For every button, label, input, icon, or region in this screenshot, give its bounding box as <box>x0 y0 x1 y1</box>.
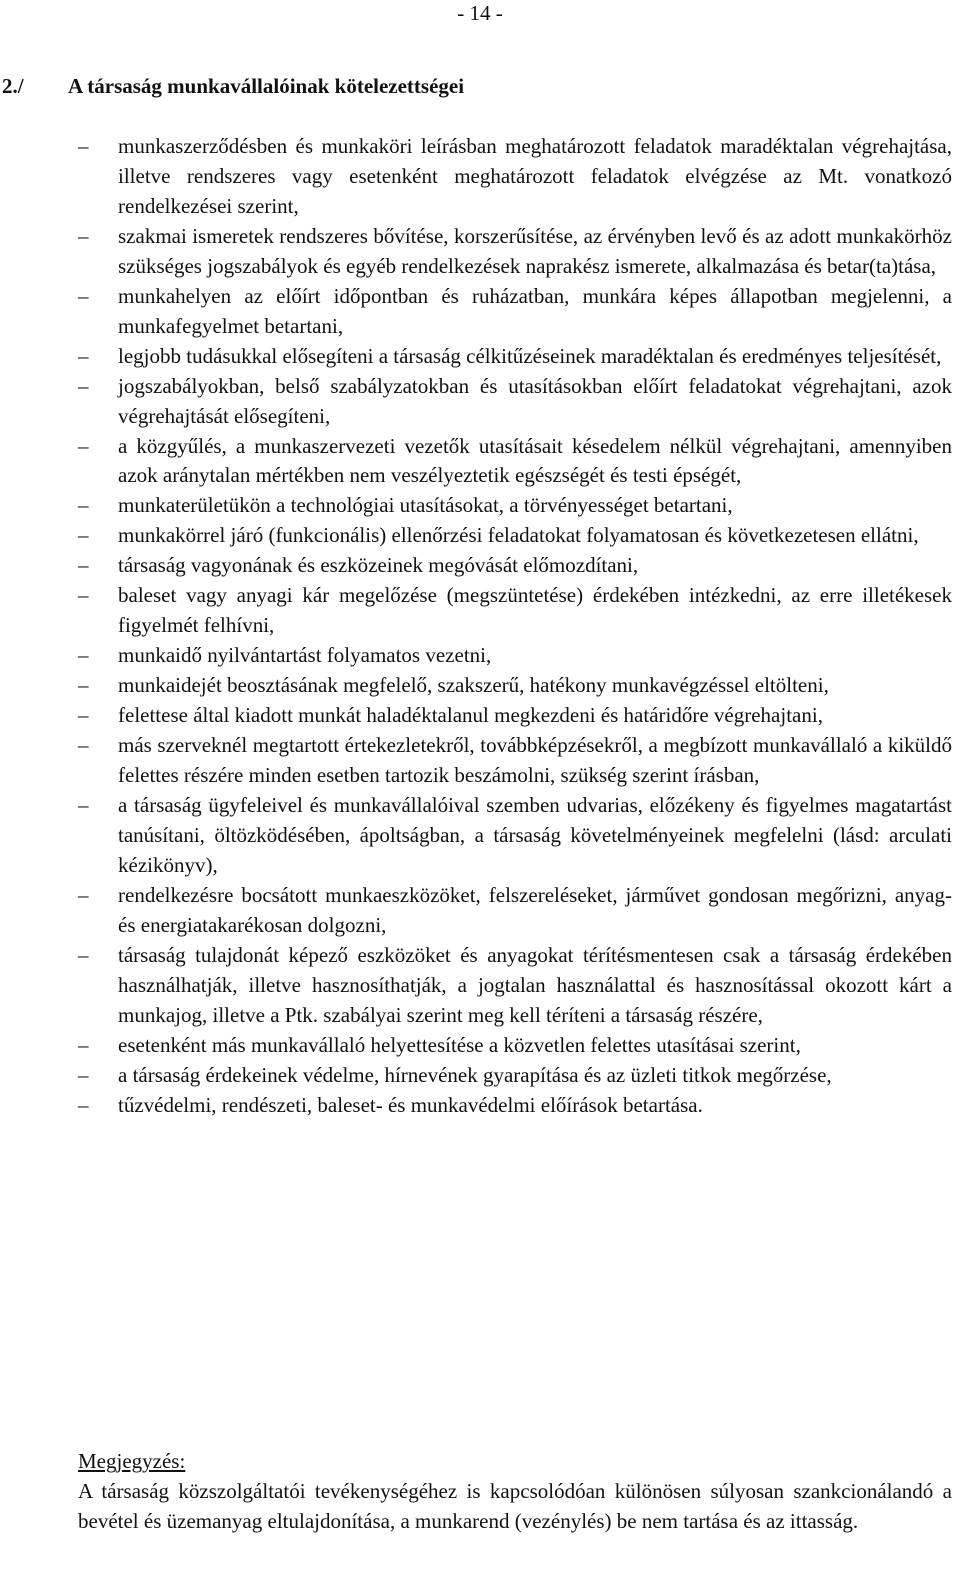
list-item-text: munkakörrel járó (funkcionális) ellenőrzési feladatokat folyamatosan és következetesen ellátni, <box>118 523 919 548</box>
dash-bullet: – <box>78 493 89 518</box>
dash-bullet: – <box>78 643 89 668</box>
list-item <box>78 432 952 492</box>
list-item-text: munkaszerződésben és munkaköri leírásban meghatározott feladatok maradéktalan végrehajtása, illetve rendszeres vagy esetenként meghatározott feladatok elvégzése az Mt. vonatkozó rendelkezései szerint, <box>118 134 952 218</box>
page-number: - 14 - <box>457 1 503 25</box>
dash-bullet: – <box>78 283 89 308</box>
list-item <box>78 581 952 641</box>
dash-bullet: – <box>78 942 89 967</box>
list-item <box>78 671 952 701</box>
list-item-text: baleset vagy anyagi kár megelőzése (megszüntetése) érdekében intézkedni, az erre illetékesek figyelmét felhívni, <box>118 583 952 638</box>
list-item <box>78 791 952 881</box>
list-item <box>78 491 952 521</box>
dash-bullet: – <box>78 553 89 578</box>
dash-bullet: – <box>78 1092 89 1117</box>
list-item <box>78 941 952 1031</box>
dash-bullet: – <box>78 1032 89 1057</box>
list-item <box>78 1091 952 1121</box>
list-item <box>78 282 952 342</box>
dash-bullet: – <box>78 433 89 458</box>
list-item <box>78 731 952 791</box>
list-item-text: tűzvédelmi, rendészeti, baleset- és munkavédelmi előírások betartása. <box>118 1092 703 1117</box>
dash-bullet: – <box>78 673 89 698</box>
list-item <box>78 372 952 432</box>
list-item <box>78 521 952 551</box>
list-item <box>78 641 952 671</box>
dash-bullet: – <box>78 523 89 548</box>
list-item-text: munkaterületükön a technológiai utasításokat, a törvényességet betartani, <box>118 493 733 518</box>
list-item-text: munkaidejét beosztásának megfelelő, szakszerű, hatékony munkavégzéssel eltölteni, <box>118 673 829 698</box>
list-item <box>78 701 952 731</box>
dash-bullet: – <box>78 703 89 728</box>
list-item-text: más szerveknél megtartott értekezletekről, továbbképzésekről, a megbízott munkavállaló a kiküldő felettes részére minden esetben tartozik beszámolni, szükség szerint írásban, <box>118 733 952 788</box>
list-item-text: munkahelyen az előírt időpontban és ruházatban, munkára képes állapotban megjelenni, a munkafegyelmet betartani, <box>118 283 952 338</box>
note-label: Megjegyzés: <box>78 1449 186 1473</box>
list-item <box>78 132 952 222</box>
list-item-text: a társaság ügyfeleivel és munkavállalóival szemben udvarias, előzékeny és figyelmes magatartást tanúsítani, öltözködésében, ápoltságban, a társaság követelményeinek megfelelni (lásd: arculati kézikönyv), <box>118 792 952 877</box>
dash-bullet: – <box>78 583 89 608</box>
list-item-text: legjobb tudásukkal elősegíteni a társaság célkitűzéseinek maradéktalan és eredményes teljesítését, <box>118 343 942 368</box>
list-item <box>78 1031 952 1061</box>
list-item <box>78 551 952 581</box>
note-section <box>78 1446 952 1536</box>
note-text: A társaság közszolgáltatói tevékenységéhez is kapcsolódóan különösen súlyosan szankcionálandó a bevétel és üzemanyag eltulajdonítása, a munkarend (vezénylés) be nem tartása és az ittasság. <box>78 1479 952 1533</box>
list-item-text: a társaság érdekeinek védelme, hírnevének gyarapítása és az üzleti titkok megőrzése, <box>118 1062 832 1087</box>
list-item-text: jogszabályokban, belső szabályzatokban és utasításokban előírt feladatokat végrehajtani, azok végrehajtását elősegíteni, <box>118 373 952 428</box>
list-item <box>78 1061 952 1091</box>
list-item <box>78 222 952 282</box>
dash-bullet: – <box>78 343 89 368</box>
list-item-text: felettese által kiadott munkát haladéktalanul megkezdeni és határidőre végrehajtani, <box>118 703 823 728</box>
dash-bullet: – <box>78 1062 89 1087</box>
dash-bullet: – <box>78 882 89 907</box>
dash-bullet: – <box>78 134 89 158</box>
list-item-text: társaság tulajdonát képező eszközöket és anyagokat térítésmentesen csak a társaság érdekében használhatják, illetve hasznosíthatják, a jogtalan használattal és hasznosítással okozott kárt a munkajog, illetve a Ptk. szabályai szerint meg kell téríteni a társaság részére, <box>118 942 952 1027</box>
section-title <box>2 72 464 100</box>
list-item-text: a közgyűlés, a munkaszervezeti vezetők utasításait késedelem nélkül végrehajtani, amennyiben azok aránytalan mértékben nem veszélyeztetik egészségét és testi épségét, <box>118 433 952 488</box>
list-item-text: esetenként más munkavállaló helyettesítése a közvetlen felettes utasításai szerint, <box>118 1032 801 1057</box>
section-number: 2./ <box>2 74 24 98</box>
list-item-text: munkaidő nyilvántartást folyamatos vezetni, <box>118 643 492 668</box>
list-item-text: társaság vagyonának és eszközeinek megóvását előmozdítani, <box>118 553 639 578</box>
list-item <box>78 881 952 941</box>
dash-bullet: – <box>78 223 89 248</box>
section-title-text: A társaság munkavállalóinak kötelezettségei <box>68 74 465 98</box>
list-item-text: rendelkezésre bocsátott munkaeszközöket, felszereléseket, járművet gondosan megőrizni, anyag- és energiatakarékosan dolgozni, <box>118 882 952 937</box>
dash-bullet: – <box>78 792 89 817</box>
list-item <box>78 342 952 372</box>
list-item-text: szakmai ismeretek rendszeres bővítése, korszerűsítése, az érvényben levő és az adott munkakörhöz szükséges jogszabályok és egyéb rendelkezések naprakész ismerete, alkalmazása és betar(ta)tása, <box>118 223 952 278</box>
obligations-list <box>78 132 952 1120</box>
dash-bullet: – <box>78 373 89 398</box>
dash-bullet: – <box>78 733 89 758</box>
